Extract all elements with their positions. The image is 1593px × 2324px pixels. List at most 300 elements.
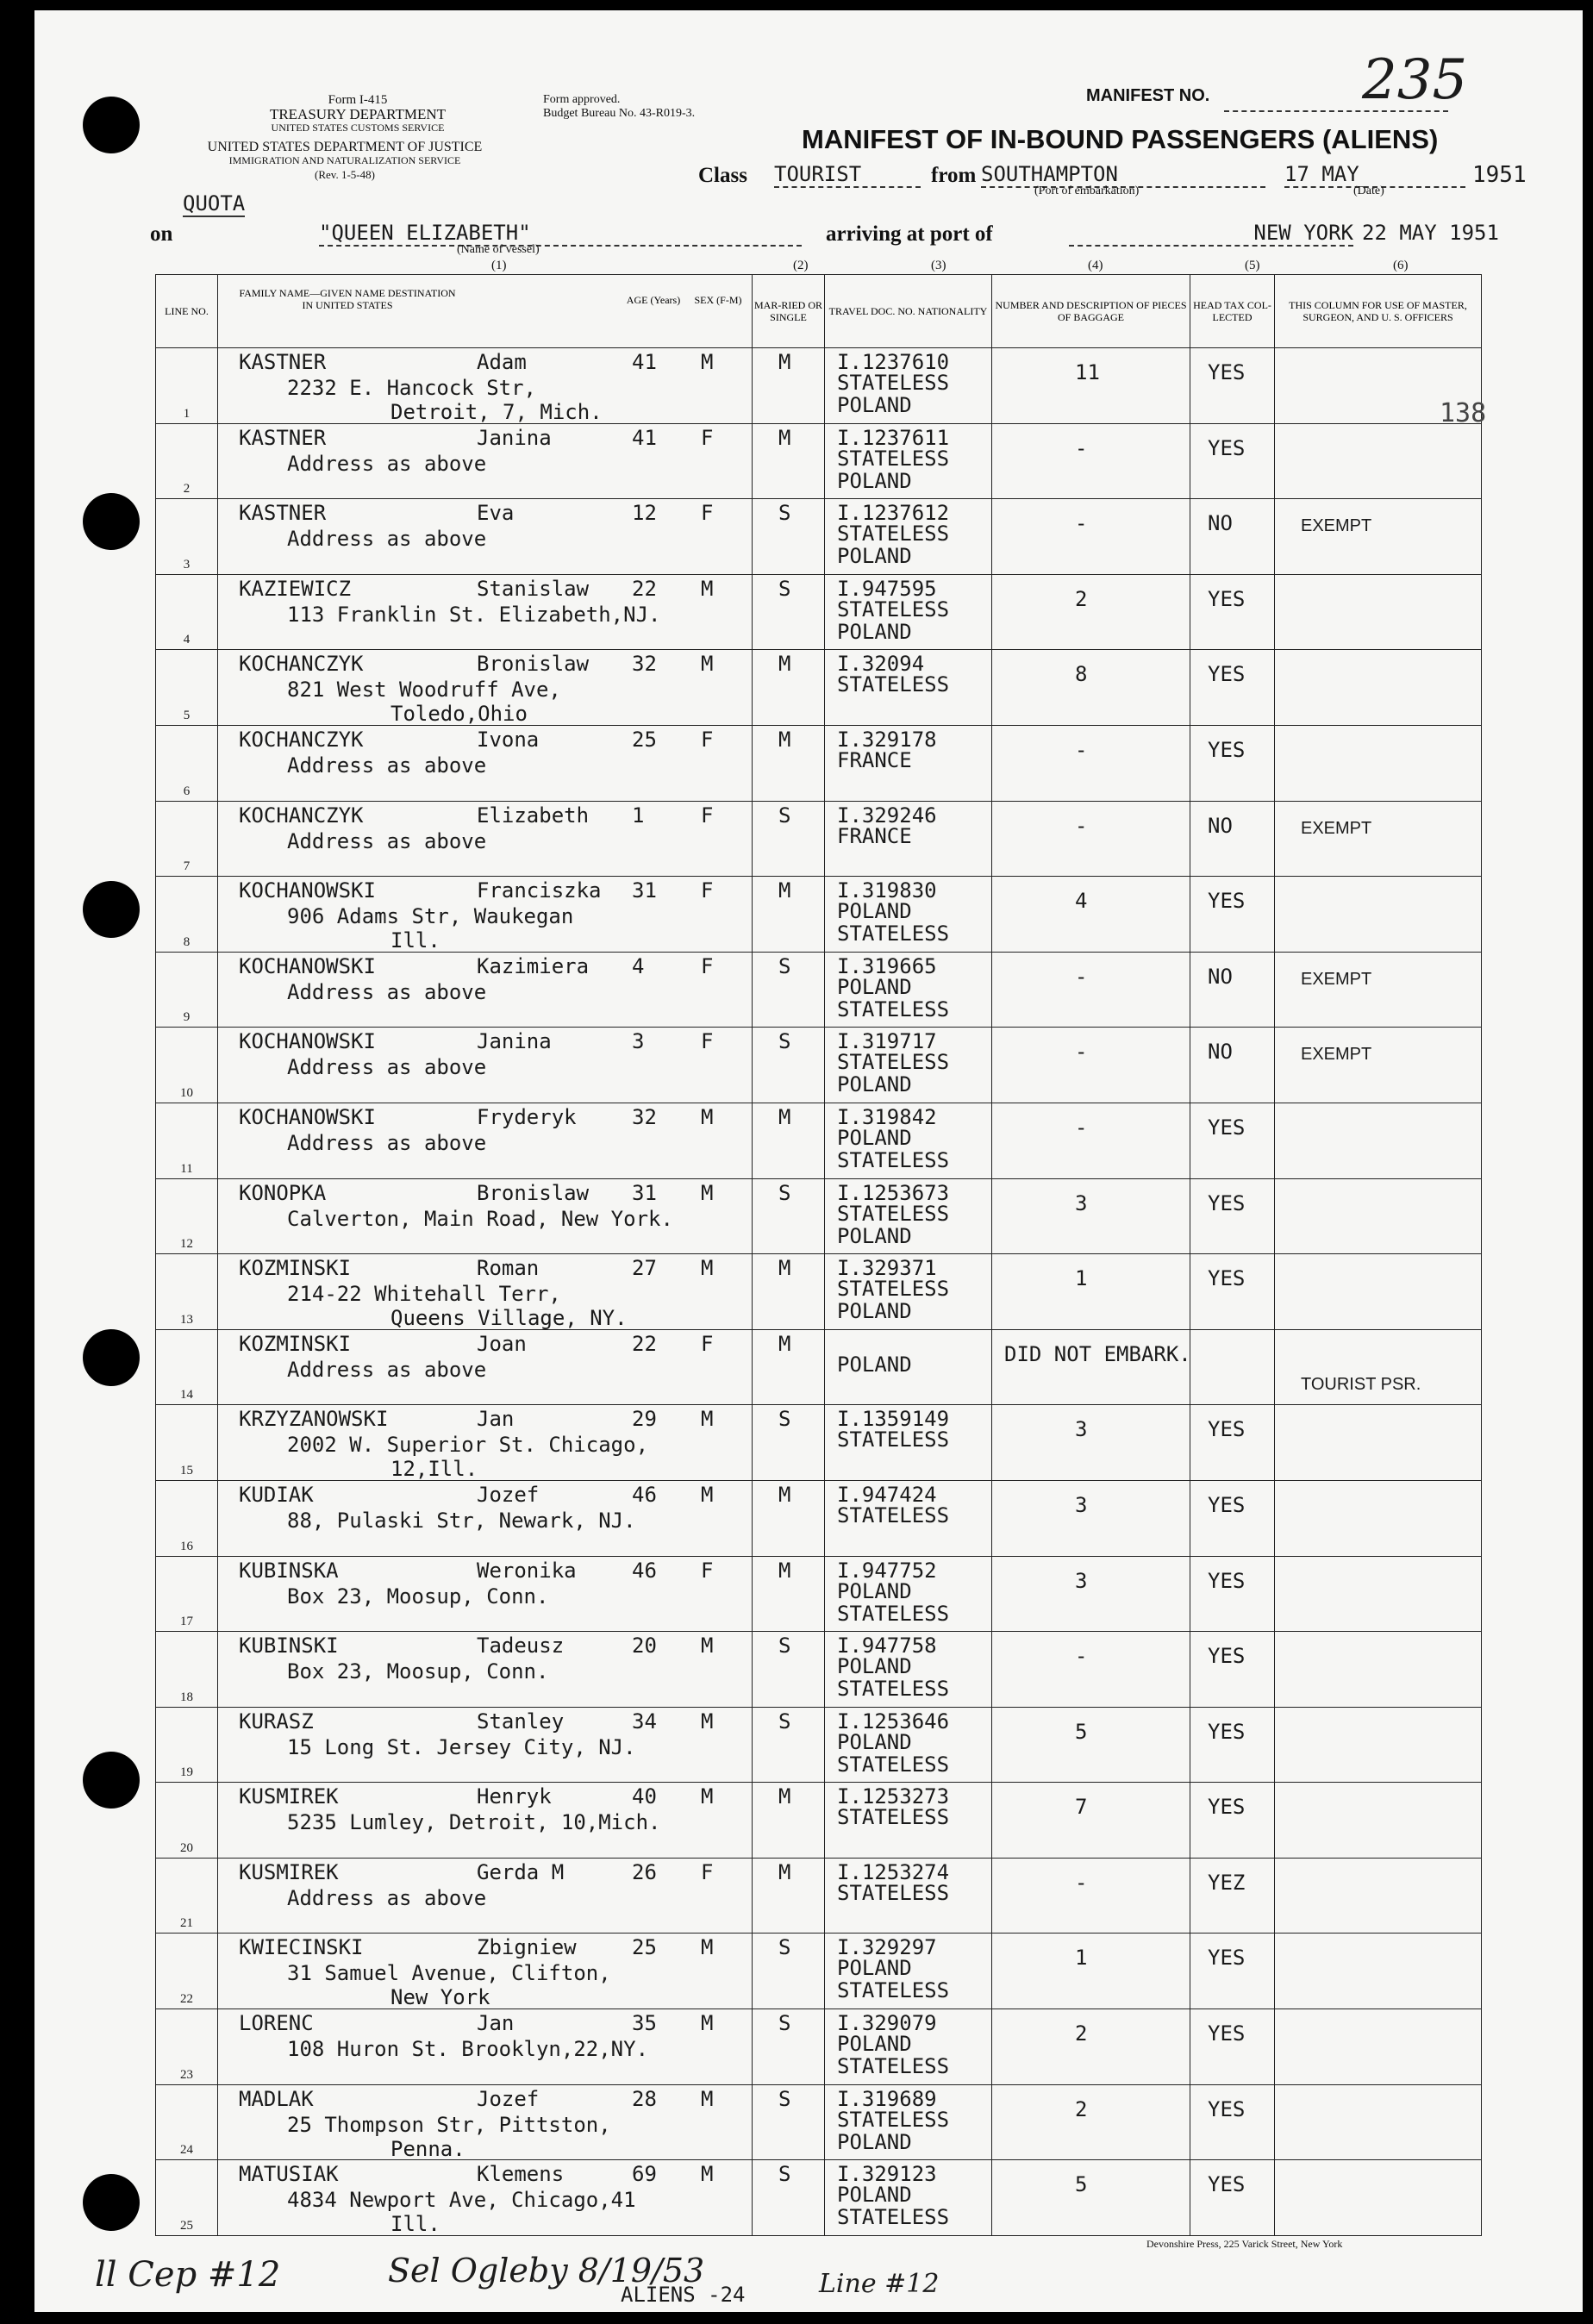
passenger-name-cell xyxy=(218,423,753,499)
age: 4 xyxy=(632,953,645,978)
manifest-no-label: MANIFEST NO. xyxy=(1086,86,1210,105)
nationality-2: STATELESS xyxy=(837,921,950,946)
nationality-1: STATELESS xyxy=(837,446,950,471)
sex: F xyxy=(701,1029,714,1054)
head-tax-cell: NO xyxy=(1190,801,1275,877)
nationality-1: STATELESS xyxy=(837,1277,950,1302)
line-number: 22 xyxy=(156,1934,218,2009)
given-name: Elizabeth xyxy=(477,803,590,828)
line-number: 21 xyxy=(156,1858,218,1934)
travel-doc-no: I.329123 xyxy=(837,2162,937,2187)
nationality-2: POLAND xyxy=(837,544,912,569)
revision: (Rev. 1-5-48) xyxy=(315,168,375,181)
nationality-2: POLAND xyxy=(837,393,912,417)
table-row xyxy=(156,1858,1482,1934)
baggage-cell: 5 xyxy=(992,2160,1190,2236)
age: 46 xyxy=(632,1558,657,1583)
table-row xyxy=(156,1632,1482,1708)
dept-treasury-sub: UNITED STATES CUSTOMS SERVICE xyxy=(271,122,445,134)
manifest-title: MANIFEST OF IN-BOUND PASSENGERS (ALIENS) xyxy=(802,124,1439,154)
baggage-cell: 1 xyxy=(992,1934,1190,2009)
table-row xyxy=(156,1254,1482,1330)
nationality-1: POLAND xyxy=(837,1578,912,1603)
manifest-no-line xyxy=(1224,110,1448,112)
marital-status: M xyxy=(753,650,825,726)
line-number: 8 xyxy=(156,877,218,953)
marital-status: S xyxy=(753,1028,825,1103)
nationality-1: STATELESS xyxy=(837,522,950,547)
address-line-1: 5235 Lumley, Detroit, 10,Mich. xyxy=(287,1810,661,1835)
baggage-cell: - xyxy=(992,499,1190,575)
nationality-1: STATELESS xyxy=(837,1050,950,1075)
address-line-1: 113 Franklin St. Elizabeth,NJ. xyxy=(287,602,661,627)
table-row xyxy=(156,1178,1482,1254)
line-number: 12 xyxy=(156,1178,218,1254)
officer-note-cell xyxy=(1275,1556,1482,1632)
line-number: 6 xyxy=(156,725,218,801)
col-num-3: (3) xyxy=(931,259,946,272)
header-officers: THIS COLUMN FOR USE OF MASTER, SURGEON, AND U. S. OFFICERS xyxy=(1275,275,1482,348)
given-name: Bronislaw xyxy=(477,1180,590,1205)
sex: F xyxy=(701,1859,714,1884)
table-row xyxy=(156,2009,1482,2085)
arrival-date: 22 MAY 1951 xyxy=(1362,221,1499,245)
head-tax-cell: YES xyxy=(1190,650,1275,726)
travel-doc-cell xyxy=(825,1103,992,1178)
travel-doc-cell xyxy=(825,1934,992,2009)
marital-status: S xyxy=(753,499,825,575)
age: 31 xyxy=(632,1180,657,1205)
head-tax-cell: YES xyxy=(1190,1254,1275,1330)
given-name: Stanislaw xyxy=(477,576,590,601)
passenger-name-cell xyxy=(218,1480,753,1556)
sex: M xyxy=(701,2162,714,2187)
travel-doc-cell xyxy=(825,801,992,877)
baggage-cell: - xyxy=(992,1028,1190,1103)
baggage-cell: 2 xyxy=(992,2084,1190,2160)
line-number: 20 xyxy=(156,1783,218,1859)
surname: KOCHANCZYK xyxy=(239,803,364,828)
passenger-name-cell xyxy=(218,1028,753,1103)
baggage-cell: - xyxy=(992,1103,1190,1178)
marital-status: M xyxy=(753,1858,825,1934)
nationality-2: STATELESS xyxy=(837,996,950,1021)
passenger-table xyxy=(155,274,1482,2236)
baggage-cell: 1 xyxy=(992,1254,1190,1330)
officer-note-cell xyxy=(1275,423,1482,499)
age: 31 xyxy=(632,878,657,903)
nationality-1: POLAND xyxy=(837,1956,912,1981)
officer-note-cell xyxy=(1275,1783,1482,1859)
surname: KUBINSKA xyxy=(239,1558,339,1583)
sex: F xyxy=(701,425,714,450)
officer-note-cell: EXEMPT xyxy=(1275,499,1482,575)
table-row xyxy=(156,348,1482,424)
on-label: on xyxy=(150,222,173,246)
nationality-1: STATELESS xyxy=(837,371,950,395)
address-line-1: Address as above xyxy=(287,979,487,1004)
given-name: Janina xyxy=(477,425,552,450)
travel-doc-no: I.1359149 xyxy=(837,1407,950,1432)
sex: M xyxy=(701,1256,714,1281)
marital-status: M xyxy=(753,1329,825,1405)
marital-status: M xyxy=(753,877,825,953)
dept-justice: UNITED STATES DEPARTMENT OF JUSTICE xyxy=(207,140,483,154)
table-row xyxy=(156,877,1482,953)
passenger-name-cell xyxy=(218,1103,753,1178)
nationality-2: POLAND xyxy=(837,468,912,493)
nationality-1: POLAND xyxy=(837,899,912,924)
age: 41 xyxy=(632,350,657,374)
passenger-name-cell xyxy=(218,1556,753,1632)
surname: KUSMIREK xyxy=(239,1859,339,1884)
passenger-name-cell xyxy=(218,1707,753,1783)
sex: M xyxy=(701,1935,714,1960)
marital-status: S xyxy=(753,1178,825,1254)
dept-treasury: TREASURY DEPARTMENT xyxy=(269,106,447,122)
line-number: 13 xyxy=(156,1254,218,1330)
officer-note-cell xyxy=(1275,650,1482,726)
passenger-name-cell xyxy=(218,1254,753,1330)
vessel-name: "QUEEN ELIZABETH" xyxy=(319,221,802,247)
travel-doc-cell xyxy=(825,1028,992,1103)
head-tax-cell: YES xyxy=(1190,1707,1275,1783)
sex: M xyxy=(701,1482,714,1507)
sex: M xyxy=(701,576,714,601)
officer-note-cell xyxy=(1275,2160,1482,2236)
travel-doc-no: I.947424 xyxy=(837,1482,937,1507)
age: 28 xyxy=(632,2086,657,2111)
header-travel-doc: TRAVEL DOC. NO. NATIONALITY xyxy=(825,275,992,348)
vessel-caption: (Name of vessel) xyxy=(457,243,540,256)
punch-hole xyxy=(83,1752,140,1809)
given-name: Gerda M xyxy=(477,1859,565,1884)
officer-note-cell xyxy=(1275,2009,1482,2085)
baggage-cell: 3 xyxy=(992,1556,1190,1632)
sex: F xyxy=(701,727,714,752)
table-row xyxy=(156,725,1482,801)
passenger-name-cell xyxy=(218,574,753,650)
travel-doc-no: I.329246 xyxy=(837,803,937,828)
surname: KASTNER xyxy=(239,425,327,450)
travel-doc-no: I.1237610 xyxy=(837,350,950,374)
age: 34 xyxy=(632,1709,657,1734)
baggage-cell: - xyxy=(992,423,1190,499)
header-line-no: LINE NO. xyxy=(156,275,218,348)
handwritten-left: ll Cep #12 xyxy=(95,2255,281,2295)
table-row xyxy=(156,1783,1482,1859)
aliens-count: ALIENS -24 xyxy=(621,2283,746,2307)
table-row xyxy=(156,1556,1482,1632)
given-name: Jan xyxy=(477,1407,515,1432)
address-line-2: Toledo,Ohio xyxy=(390,702,528,727)
line-number: 3 xyxy=(156,499,218,575)
travel-doc-no: I.329178 xyxy=(837,727,937,752)
travel-doc-cell xyxy=(825,1632,992,1708)
date-value: 17 MAY xyxy=(1284,162,1465,188)
baggage-cell: 2 xyxy=(992,2009,1190,2085)
marital-status: M xyxy=(753,1556,825,1632)
travel-doc-cell xyxy=(825,1329,992,1405)
marital-status: M xyxy=(753,1103,825,1178)
line-number: 15 xyxy=(156,1405,218,1481)
address-line-1: 4834 Newport Ave, Chicago,41 xyxy=(287,2188,636,2213)
punch-hole xyxy=(83,2174,140,2231)
address-line-1: 906 Adams Str, Waukegan xyxy=(287,904,574,929)
passenger-name-cell xyxy=(218,348,753,424)
baggage-cell: - xyxy=(992,952,1190,1028)
travel-doc-no: I.947595 xyxy=(837,576,937,601)
address-line-2: New York xyxy=(390,1985,490,2010)
marital-status: S xyxy=(753,2084,825,2160)
given-name: Joan xyxy=(477,1331,527,1356)
surname: KOCHANOWSKI xyxy=(239,878,376,903)
baggage-cell: 8 xyxy=(992,650,1190,726)
given-name: Jozef xyxy=(477,1482,540,1507)
travel-doc-no: I.329371 xyxy=(837,1256,937,1281)
officer-note-cell xyxy=(1275,725,1482,801)
year-value: 1951 xyxy=(1472,162,1527,188)
nationality-2: STATELESS xyxy=(837,1677,950,1702)
marital-status: M xyxy=(753,1254,825,1330)
travel-doc-cell xyxy=(825,1405,992,1481)
address-line-1: 821 West Woodruff Ave, xyxy=(287,678,561,703)
officer-note-cell xyxy=(1275,1254,1482,1330)
nationality-2: STATELESS xyxy=(837,1978,950,2003)
line-number: 14 xyxy=(156,1329,218,1405)
age: 46 xyxy=(632,1482,657,1507)
table-row xyxy=(156,2084,1482,2160)
head-tax-cell: YES xyxy=(1190,1480,1275,1556)
given-name: Janina xyxy=(477,1029,552,1054)
baggage-cell: 5 xyxy=(992,1707,1190,1783)
given-name: Adam xyxy=(477,350,527,374)
nationality-1: STATELESS xyxy=(837,1502,950,1527)
travel-doc-no: I.319717 xyxy=(837,1029,937,1054)
sex: M xyxy=(701,652,714,677)
head-tax-cell: YES xyxy=(1190,348,1275,424)
passenger-name-cell xyxy=(218,877,753,953)
handwritten-middle: Sel Ogleby 8/19/53 xyxy=(388,2252,705,2290)
travel-doc-cell xyxy=(825,877,992,953)
sex: F xyxy=(701,878,714,903)
age: 25 xyxy=(632,727,657,752)
marital-status: S xyxy=(753,1707,825,1783)
age: 32 xyxy=(632,1104,657,1129)
address-line-1: Box 23, Moosup, Conn. xyxy=(287,1584,549,1609)
table-row xyxy=(156,650,1482,726)
officer-note-cell: EXEMPT xyxy=(1275,1028,1482,1103)
line-number: 2 xyxy=(156,423,218,499)
address-line-1: Address as above xyxy=(287,753,487,778)
port-embarkation: SOUTHAMPTON xyxy=(981,162,1265,188)
sex: M xyxy=(701,1634,714,1659)
from-label: from xyxy=(931,164,977,187)
marital-status: M xyxy=(753,423,825,499)
nationality-1: POLAND xyxy=(837,1729,912,1754)
travel-doc-no: I.1253646 xyxy=(837,1709,950,1734)
passenger-name-cell xyxy=(218,2084,753,2160)
travel-doc-cell xyxy=(825,499,992,575)
officer-note-cell xyxy=(1275,574,1482,650)
age: 41 xyxy=(632,425,657,450)
nationality-2: POLAND xyxy=(837,1223,912,1248)
nationality-1: STATELESS xyxy=(837,672,950,697)
manifest-no: 235 xyxy=(1362,48,1468,112)
travel-doc-no: I.1253274 xyxy=(837,1859,950,1884)
travel-doc-no: I.329079 xyxy=(837,2011,937,2036)
age: 40 xyxy=(632,1784,657,1809)
surname: KASTNER xyxy=(239,350,327,374)
officer-note-cell: EXEMPT xyxy=(1275,801,1482,877)
surname: MATUSIAK xyxy=(239,2162,339,2187)
head-tax-cell: YES xyxy=(1190,725,1275,801)
form-approved: Form approved. xyxy=(543,93,621,106)
officer-note-cell xyxy=(1275,1934,1482,2009)
age: 29 xyxy=(632,1407,657,1432)
travel-doc-no: I.319689 xyxy=(837,2086,937,2111)
passenger-name-cell xyxy=(218,725,753,801)
stamp-number: 138 xyxy=(1440,398,1487,428)
given-name: Ivona xyxy=(477,727,540,752)
nationality-2: STATELESS xyxy=(837,1752,950,1777)
nationality-1: STATELESS xyxy=(837,1880,950,1905)
officer-note-cell xyxy=(1275,1103,1482,1178)
header-baggage: NUMBER AND DESCRIPTION OF PIECES OF BAGGAGE xyxy=(992,275,1190,348)
head-tax-cell: YES xyxy=(1190,2009,1275,2085)
handwritten-right: Line #12 xyxy=(819,2269,940,2299)
marital-status: S xyxy=(753,801,825,877)
marital-status: S xyxy=(753,1632,825,1708)
travel-doc-no: I.1253673 xyxy=(837,1180,950,1205)
travel-doc-no: I.329297 xyxy=(837,1935,937,1960)
head-tax-cell xyxy=(1190,1329,1275,1405)
passenger-name-cell xyxy=(218,1405,753,1481)
table-row xyxy=(156,1103,1482,1178)
manifest-page xyxy=(34,10,1583,2312)
date-caption: (Date) xyxy=(1353,184,1384,197)
passenger-name-cell xyxy=(218,801,753,877)
surname: KOCHANOWSKI xyxy=(239,1029,376,1054)
given-name: Roman xyxy=(477,1256,540,1281)
nationality-2: STATELESS xyxy=(837,1147,950,1172)
address-line-1: Address as above xyxy=(287,1885,487,1910)
line-number: 4 xyxy=(156,574,218,650)
nationality-1: POLAND xyxy=(837,974,912,999)
marital-status: S xyxy=(753,1934,825,2009)
marital-status: S xyxy=(753,2160,825,2236)
line-number: 19 xyxy=(156,1707,218,1783)
surname: KOCHANOWSKI xyxy=(239,953,376,978)
given-name: Eva xyxy=(477,501,515,526)
passenger-name-cell xyxy=(218,650,753,726)
passenger-name-cell xyxy=(218,952,753,1028)
sex: M xyxy=(701,1709,714,1734)
head-tax-cell: NO xyxy=(1190,499,1275,575)
line-number: 23 xyxy=(156,2009,218,2085)
given-name: Klemens xyxy=(477,2162,565,2187)
age: 25 xyxy=(632,1935,657,1960)
age: 3 xyxy=(632,1029,645,1054)
age: 26 xyxy=(632,1859,657,1884)
col-num-6: (6) xyxy=(1393,259,1409,272)
head-tax-cell: YES xyxy=(1190,877,1275,953)
dept-justice-sub: IMMIGRATION AND NATURALIZATION SERVICE xyxy=(228,154,461,166)
sex: M xyxy=(701,2086,714,2111)
surname: KRZYZANOWSKI xyxy=(239,1407,389,1432)
arrival-port: NEW YORK xyxy=(1069,221,1353,247)
head-tax-cell: YEZ xyxy=(1190,1858,1275,1934)
surname: KAZIEWICZ xyxy=(239,576,352,601)
table-row xyxy=(156,1028,1482,1103)
age: 12 xyxy=(632,501,657,526)
col-num-1: (1) xyxy=(491,259,507,272)
marital-status: S xyxy=(753,952,825,1028)
marital-status: M xyxy=(753,1783,825,1859)
table-row xyxy=(156,1480,1482,1556)
nationality-1: STATELESS xyxy=(837,1201,950,1226)
address-line-1: 214-22 Whitehall Terr, xyxy=(287,1282,561,1307)
nationality-2: STATELESS xyxy=(837,2205,950,2230)
age: 35 xyxy=(632,2011,657,2036)
surname: KURASZ xyxy=(239,1709,314,1734)
nationality-2: POLAND xyxy=(837,619,912,644)
table-row xyxy=(156,1934,1482,2009)
col-num-2: (2) xyxy=(793,259,809,272)
address-line-1: Address as above xyxy=(287,1357,487,1382)
passenger-name-cell xyxy=(218,1858,753,1934)
surname: KOCHANCZYK xyxy=(239,727,364,752)
marital-status: S xyxy=(753,574,825,650)
line-number: 11 xyxy=(156,1103,218,1178)
line-number: 17 xyxy=(156,1556,218,1632)
travel-doc-cell xyxy=(825,952,992,1028)
address-line-1: 2232 E. Hancock Str, xyxy=(287,376,536,400)
baggage-cell: 11 xyxy=(992,348,1190,424)
punch-hole xyxy=(83,1329,140,1386)
officer-note-cell xyxy=(1275,2084,1482,2160)
surname: KUSMIREK xyxy=(239,1784,339,1809)
baggage-cell: - xyxy=(992,1632,1190,1708)
given-name: Fryderyk xyxy=(477,1104,577,1129)
passenger-name-cell xyxy=(218,2160,753,2236)
address-line-1: Address as above xyxy=(287,1055,487,1080)
travel-doc-no: I.947758 xyxy=(837,1634,937,1659)
officer-note-cell xyxy=(1275,877,1482,953)
age: 22 xyxy=(632,576,657,601)
travel-doc-cell xyxy=(825,423,992,499)
travel-doc-no: I.319665 xyxy=(837,953,937,978)
head-tax-cell: YES xyxy=(1190,1178,1275,1254)
sex: F xyxy=(701,953,714,978)
age: 20 xyxy=(632,1634,657,1659)
head-tax-cell: YES xyxy=(1190,1783,1275,1859)
table-row xyxy=(156,1405,1482,1481)
passenger-name-cell xyxy=(218,1783,753,1859)
given-name: Franciszka xyxy=(477,878,602,903)
address-line-1: 108 Huron St. Brooklyn,22,NY. xyxy=(287,2037,649,2062)
passenger-name-cell xyxy=(218,1178,753,1254)
address-line-1: Calverton, Main Road, New York. xyxy=(287,1206,673,1231)
given-name: Tadeusz xyxy=(477,1634,565,1659)
sex: F xyxy=(701,1558,714,1583)
address-line-1: 15 Long St. Jersey City, NJ. xyxy=(287,1734,636,1759)
address-line-1: 25 Thompson Str, Pittston, xyxy=(287,2112,611,2137)
age: 22 xyxy=(632,1331,657,1356)
head-tax-cell: NO xyxy=(1190,952,1275,1028)
head-tax-cell: YES xyxy=(1190,2160,1275,2236)
sex: F xyxy=(701,803,714,828)
